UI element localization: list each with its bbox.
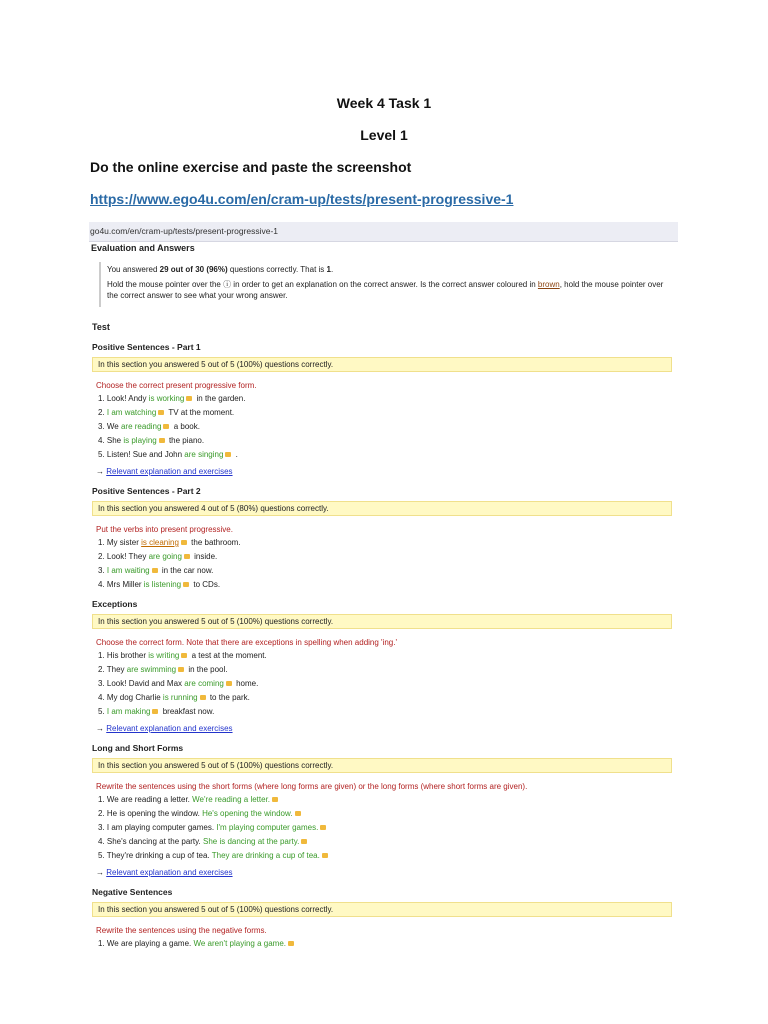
- question-text: 2. They: [98, 665, 127, 674]
- question-item: [98, 538, 678, 547]
- correct-answer[interactable]: is writing: [148, 651, 180, 660]
- section-result-banner: In this section you answered 5 out of 5 (100%) questions correctly.: [92, 614, 672, 629]
- question-item: [98, 851, 678, 860]
- explanation-icon[interactable]: [225, 452, 231, 457]
- correct-answer[interactable]: She is dancing at the party.: [203, 837, 300, 846]
- explanation-icon[interactable]: [181, 540, 187, 545]
- question-item: [98, 809, 678, 818]
- explanation-icon[interactable]: [152, 709, 158, 714]
- question-item: [98, 580, 678, 589]
- instruction-text: Do the online exercise and paste the screenshot: [90, 159, 412, 175]
- question-text: 1. His brother: [98, 651, 149, 660]
- explanation-icon[interactable]: [186, 396, 192, 401]
- question-text: 2. He is opening the window.: [98, 809, 203, 818]
- explanation-icon[interactable]: [183, 582, 189, 587]
- relevant-explanation-link[interactable]: Relevant explanation and exercises: [106, 724, 233, 733]
- question-text-end: in the car now.: [159, 566, 214, 575]
- correct-answer[interactable]: They are drinking a cup of tea.: [211, 851, 320, 860]
- explanation-icon[interactable]: [272, 797, 278, 802]
- correct-answer[interactable]: are singing: [184, 450, 224, 459]
- question-text: 4. She: [98, 436, 124, 445]
- question-item: [98, 795, 678, 804]
- correct-answer[interactable]: We aren't playing a game.: [193, 939, 287, 948]
- correct-answer[interactable]: I am watching: [106, 408, 157, 417]
- question-item: [98, 436, 678, 445]
- question-text-end: .: [233, 450, 238, 459]
- question-text-end: in the garden.: [194, 394, 246, 403]
- section-instruction: Put the verbs into present progressive.: [96, 525, 233, 534]
- explanation-icon[interactable]: [295, 811, 301, 816]
- question-text: 1. Look! Andy: [98, 394, 149, 403]
- question-item: [98, 450, 678, 459]
- correct-answer[interactable]: is listening: [143, 580, 182, 589]
- section-result-banner: In this section you answered 5 out of 5 (100%) questions correctly.: [92, 357, 672, 372]
- question-text-end: the piano.: [166, 436, 205, 445]
- question-item: [98, 408, 678, 417]
- question-item: [98, 837, 678, 846]
- question-text: 5. They're drinking a cup of tea.: [98, 851, 212, 860]
- question-text: 2. Look! They: [98, 552, 149, 561]
- test-sections: [89, 342, 678, 948]
- question-text: 3. Look! David and Max: [98, 679, 185, 688]
- evaluation-heading: Evaluation and Answers: [91, 243, 195, 253]
- explanation-icon[interactable]: [200, 695, 206, 700]
- section-instruction: Choose the correct present progressive form.: [96, 381, 257, 390]
- exercise-screenshot: [89, 222, 678, 1002]
- question-text-end: a book.: [171, 422, 200, 431]
- explanation-icon[interactable]: [322, 853, 328, 858]
- section-title: Positive Sentences - Part 2: [92, 486, 201, 496]
- question-text: 4. She's dancing at the party.: [98, 837, 203, 846]
- correct-answer[interactable]: I'm playing computer games.: [216, 823, 319, 832]
- exercise-link[interactable]: https://www.ego4u.com/en/cram-up/tests/present-progressive-1: [90, 191, 514, 207]
- arrow-icon: →: [96, 467, 104, 476]
- question-item: [98, 823, 678, 832]
- correct-answer[interactable]: are swimming: [126, 665, 177, 674]
- arrow-icon: →: [96, 868, 104, 877]
- question-text: 4. Mrs Miller: [98, 580, 144, 589]
- correct-answer[interactable]: He's opening the window.: [202, 809, 293, 818]
- grade-value: 1: [326, 265, 331, 274]
- question-text: 3. We: [98, 422, 121, 431]
- question-text: 1. We are playing a game.: [98, 939, 194, 948]
- question-item: [98, 422, 678, 431]
- section-result-banner: In this section you answered 5 out of 5 (100%) questions correctly.: [92, 902, 672, 917]
- section-instruction: Rewrite the sentences using the short forms (where long forms are given) or the long forms (where short forms are given).: [96, 782, 528, 791]
- correct-answer[interactable]: are going: [148, 552, 182, 561]
- question-text-end: to the park.: [207, 693, 250, 702]
- result-summary: [99, 262, 678, 307]
- brown-word: brown: [537, 280, 560, 289]
- explanation-icon[interactable]: [184, 554, 190, 559]
- question-text: 3. I am playing computer games.: [98, 823, 217, 832]
- relevant-explanation: [96, 868, 678, 877]
- correct-answer[interactable]: is running: [162, 693, 198, 702]
- correct-answer[interactable]: are coming: [184, 679, 224, 688]
- arrow-icon: →: [96, 724, 104, 733]
- document-level: Level 1: [360, 127, 408, 143]
- explanation-icon[interactable]: [320, 825, 326, 830]
- explanation-icon[interactable]: [301, 839, 307, 844]
- section-result-banner: In this section you answered 5 out of 5 (100%) questions correctly.: [92, 758, 672, 773]
- explanation-icon[interactable]: [163, 424, 169, 429]
- question-text-end: breakfast now.: [160, 707, 215, 716]
- question-item: [98, 566, 678, 575]
- correct-answer[interactable]: I am waiting: [106, 566, 150, 575]
- question-text-end: home.: [233, 679, 259, 688]
- address-bar[interactable]: go4u.com/en/cram-up/tests/present-progressive-1: [89, 222, 678, 242]
- wrong-answer[interactable]: is cleaning: [141, 538, 179, 547]
- relevant-explanation: [96, 467, 678, 476]
- correct-answer[interactable]: are reading: [120, 422, 162, 431]
- relevant-explanation: [96, 724, 678, 733]
- question-text: 2.: [98, 408, 107, 417]
- question-item: [98, 693, 678, 702]
- question-item: [98, 939, 678, 948]
- correct-answer[interactable]: is working: [148, 394, 185, 403]
- section-title: Negative Sentences: [92, 887, 173, 897]
- explanation-icon[interactable]: [152, 568, 158, 573]
- question-text: 1. We are reading a letter.: [98, 795, 193, 804]
- explanation-icon[interactable]: [288, 941, 294, 946]
- section-title: Exceptions: [92, 599, 138, 609]
- question-item: [98, 707, 678, 716]
- question-text-end: a test at the moment.: [189, 651, 267, 660]
- explanation-icon[interactable]: [181, 653, 187, 658]
- relevant-explanation-link[interactable]: Relevant explanation and exercises: [106, 467, 233, 476]
- section-result-banner: In this section you answered 4 out of 5 (80%) questions correctly.: [92, 501, 672, 516]
- correct-answer[interactable]: We're reading a letter.: [192, 795, 271, 804]
- question-item: [98, 651, 678, 660]
- score-value: 29 out of 30 (96%): [159, 265, 228, 274]
- question-text: 4. My dog Charlie: [98, 693, 163, 702]
- document-title: Week 4 Task 1: [336, 95, 432, 111]
- explanation-icon[interactable]: [159, 438, 165, 443]
- score-line: You answered 29 out of 30 (96%) questions correctly. That is 1.: [107, 265, 334, 274]
- info-icon: ⓘ: [223, 280, 232, 289]
- section-instruction: Rewrite the sentences using the negative forms.: [96, 926, 267, 935]
- question-text: 3.: [98, 566, 107, 575]
- explanation-icon[interactable]: [226, 681, 232, 686]
- hint-line: Hold the mouse pointer over the ⓘ in order to get an explanation on the correct answer. Is the correct answer coloured in brown, hold the mouse pointer over the correct answer to see what your wrong answer.: [107, 280, 664, 300]
- explanation-icon[interactable]: [158, 410, 164, 415]
- relevant-explanation-link[interactable]: Relevant explanation and exercises: [106, 868, 233, 877]
- question-text: 5.: [98, 707, 107, 716]
- section-title: Positive Sentences - Part 1: [92, 342, 201, 352]
- question-text-end: in the pool.: [186, 665, 228, 674]
- section-instruction: Choose the correct form. Note that there are exceptions in spelling when adding 'ing.': [96, 638, 398, 647]
- correct-answer[interactable]: is playing: [123, 436, 157, 445]
- explanation-icon[interactable]: [178, 667, 184, 672]
- correct-answer[interactable]: I am making: [106, 707, 151, 716]
- test-heading: Test: [92, 322, 110, 332]
- question-text-end: inside.: [191, 552, 218, 561]
- question-text-end: the bathroom.: [188, 538, 241, 547]
- question-text: 5. Listen! Sue and John: [98, 450, 185, 459]
- question-text-end: to CDs.: [191, 580, 221, 589]
- question-item: [98, 679, 678, 688]
- question-text: 1. My sister: [98, 538, 142, 547]
- question-item: [98, 665, 678, 674]
- question-item: [98, 394, 678, 403]
- question-item: [98, 552, 678, 561]
- section-title: Long and Short Forms: [92, 743, 184, 753]
- question-text-end: TV at the moment.: [166, 408, 235, 417]
